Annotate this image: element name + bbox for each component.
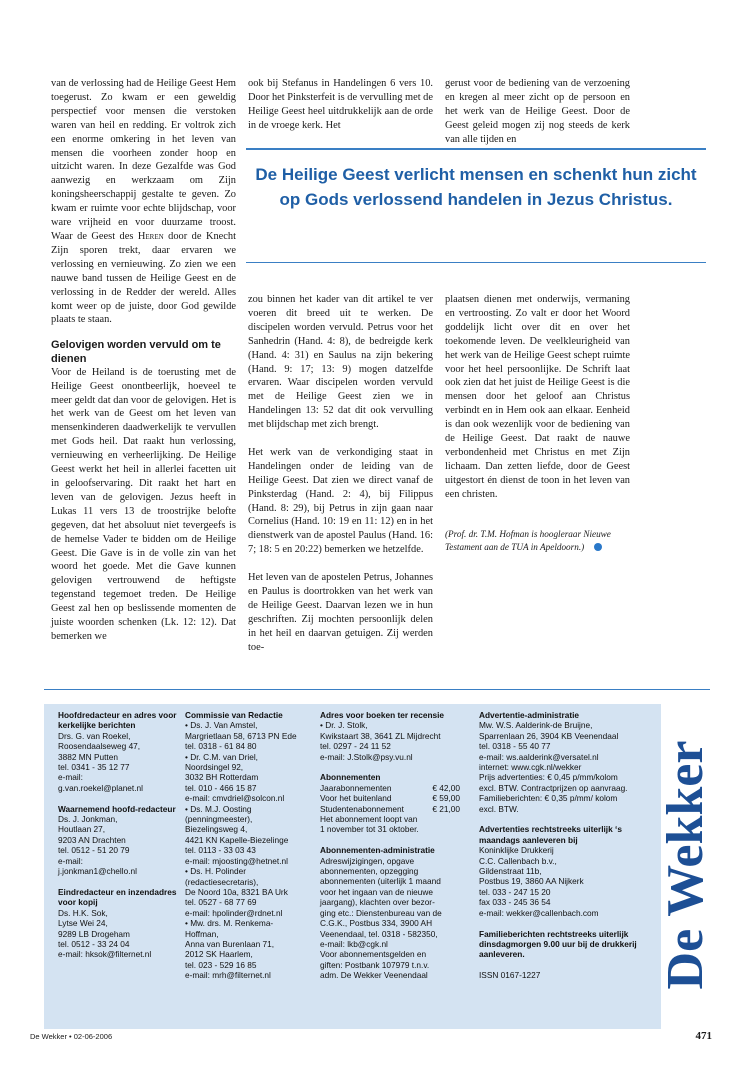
masthead-divider: [44, 689, 710, 690]
colophon-column-advertising: [479, 710, 644, 981]
colophon-line: e-mail:: [58, 855, 83, 866]
colophon-line: e-mail: mjoosting@hetnet.nl: [185, 855, 288, 866]
colophon-heading: Waarnemend hoofd-redacteur: [58, 803, 176, 814]
colophon-line: (penningmeester),: [185, 814, 253, 825]
colophon-line: Houtlaan 27,: [58, 824, 106, 835]
colophon-line: e-mail:: [58, 772, 83, 783]
price-value: € 59,00: [432, 793, 460, 804]
footer-issue-date: De Wekker • 02-06-2006: [30, 1032, 113, 1041]
article-paragraph: Voor de Heiland is de toerusting met de Heilige Geest onontbeerlijk, hoeveel te meer geldt dat dan voor de gelovigen. Het is het werk van de Geest om het leven van mensenkinderen daadwerkelijk te vervullen met Gods heil. Dat raakt hun verlossing, vernieuwing en verheerlijking. De Heilige Geest werkt het heil in allerlei facetten uit in geloofservaring. Dit raakt het hart en leven van de gelovigen. Jezus heeft in Lukas 11 vers 13 de troostrijke belofte gegeven, dat het absoluut niet tevergeefs is de hemelse Vader te bidden om de Heilige Geest. Die Gave is in de volle zin van het woord het goede. Met die Gave kunnen gelovigen vertrouwend de heftigste tegenstand tegemoet treden. De Heilige Geest zal hen op beslissende momenten de juiste woorden schenken (Lk. 12: 12). Dat bemerken we: [51, 366, 236, 642]
article-column-3-top: [445, 77, 630, 147]
colophon-line: tel. 0512 - 51 20 79: [58, 845, 130, 856]
colophon-line: tel. 0341 - 35 12 77: [58, 762, 130, 773]
issn: ISSN 0167-1227: [479, 970, 541, 981]
colophon-line: C.C. Callenbach b.v.,: [479, 855, 557, 866]
article-column-3: [445, 293, 630, 554]
colophon-line: Margrietlaan 58, 6713 PN Ede: [185, 730, 297, 741]
price-label: Studentenabonnement: [320, 803, 404, 814]
colophon-line: tel. 023 - 529 16 85: [185, 959, 257, 970]
article-paragraph: plaatsen dienen met onderwijs, vermaning en vertroosting. Zo valt er door het Woord goddelijk licht over dit en over het toekomende leven. De veelkleurigheid van het werk van de Heilige Geest schept ruimte voor het heel persoonlijke. De Schrift laat ook zien dat het juist de Heilige Geest is die mensen door het geloof aan Christus verbindt en in Hem ook aan elkaar. Eenheid is dan ook wezenlijk voor de bediening van de Heilige Geest. Dat raakt de nauwe verbondenheid met Christus en met Zijn lichaam. Dan zetten liefde, door de Geest uitgestort én dienst de toon in het leven van een christen.: [445, 294, 630, 500]
colophon-line: Sparrenlaan 26, 3904 KB Veenendaal: [479, 730, 619, 741]
colophon-lines: [320, 814, 470, 835]
colophon-line: Kwikstaart 38, 3641 ZL Mijdrecht: [320, 730, 441, 741]
colophon-lines: [320, 720, 470, 762]
colophon-line: Ds. J. Jonkman,: [58, 814, 118, 825]
colophon-line: 2012 SK Haarlem,: [185, 949, 253, 960]
colophon-line: Voor abonnementsgelden en: [320, 949, 427, 960]
price-row: [320, 793, 460, 803]
colophon-line: adm. De Wekker Veenendaal: [320, 970, 428, 981]
small-caps-word: Heren: [137, 230, 164, 242]
colophon-line: abonnementen, opzegging: [320, 866, 419, 877]
colophon-line: C.G.K., Postbus 334, 3900 AH: [320, 918, 433, 929]
colophon-line: Lytse Wei 24,: [58, 918, 108, 929]
colophon-line: 3032 BH Rotterdam: [185, 772, 259, 783]
colophon-line: tel. 010 - 466 15 87: [185, 782, 257, 793]
colophon-line: Drs. G. van Roekel,: [58, 730, 131, 741]
price-row: [320, 804, 460, 814]
colophon-line: • Ds. M.J. Oosting: [185, 803, 252, 814]
colophon-line: jaargang), klachten over bezor-: [320, 897, 435, 908]
colophon-line: ging etc.: Dienstenbureau van de: [320, 907, 442, 918]
colophon-line: 1 november tot 31 oktober.: [320, 824, 419, 835]
colophon-line: e-mail: hksok@filternet.nl: [58, 949, 152, 960]
colophon-line: tel. 0512 - 33 24 04: [58, 938, 130, 949]
colophon-line: tel. 0113 - 33 03 43: [185, 845, 256, 856]
colophon-line: g.van.roekel@planet.nl: [58, 782, 143, 793]
article-paragraph: Het werk van de verkondiging staat in Handelingen onder de leiding van de Heilige Geest. Dat zien we direct vanaf de Pinksterdag (Hand. 2: 4), bij Filippus (Hand. 8: 29), bij Petrus in zijn gaan naar Cornelius (Hand. 10: 19 en 11: 12) en in het dienstwerk van de apostel Paulus (Hand. 16: 7; 18: 5 en 20:22) bemerken we hetzelfde.: [248, 446, 433, 556]
colophon-line: Mw. W.S. Aalderink-de Bruijne,: [479, 720, 593, 731]
colophon-lines: [58, 814, 188, 876]
colophon-lines: [185, 720, 315, 980]
colophon-line: e-mail: lkb@cgk.nl: [320, 938, 388, 949]
colophon-line: • Dr. C.M. van Driel,: [185, 751, 258, 762]
colophon-heading: Advertentie-administratie: [479, 710, 580, 720]
end-mark-icon: [594, 543, 602, 551]
colophon-line: De Noord 10a, 8321 BA Urk: [185, 886, 288, 897]
pull-quote: [246, 148, 706, 263]
colophon-column-editors: [58, 710, 188, 960]
colophon-heading: Adres voor boeken ter recensie: [320, 710, 445, 720]
pull-quote-text: De Heilige Geest verlicht mensen en schenkt hun zicht op Gods verlossend handelen in Jezus Christus.: [255, 165, 697, 209]
colophon-lines: [58, 731, 188, 793]
colophon-lines: [320, 856, 470, 981]
colophon-line: tel. 0297 - 24 11 52: [320, 741, 391, 752]
colophon-line: Hoffman,: [185, 928, 219, 939]
colophon-line: Anna van Burenlaan 71,: [185, 938, 275, 949]
colophon-line: e-mail: wekker@callenbach.com: [479, 907, 599, 918]
colophon-line: Familieberichten: € 0,35 p/mm/ kolom: [479, 793, 618, 804]
colophon-line: e-mail: cmvdriel@solcon.nl: [185, 793, 285, 804]
colophon-line: 4421 KN Kapelle-Biezelinge: [185, 834, 289, 845]
colophon-line: Postbus 19, 3860 AA Nijkerk: [479, 876, 584, 887]
colophon-heading: Commissie van Redactie: [185, 710, 283, 720]
colophon-line: internet: www.cgk.nl/wekker: [479, 762, 582, 773]
colophon-line: Adreswijzigingen, opgave: [320, 855, 415, 866]
article-column-1: [51, 77, 236, 644]
price-list: [320, 783, 470, 814]
colophon-line: Noordsingel 92,: [185, 762, 244, 773]
colophon-line: Het abonnement loopt van: [320, 814, 418, 825]
article-paragraph: ook bij Stefanus in Handelingen 6 vers 10. Door het Pinksterfeit is de vervulling met de Heilige Geest heel uitdrukkelijk aan de orde in de vroege kerk. Het: [248, 78, 433, 131]
colophon-heading: Familieberichten rechtstreeks uiterlijk dinsdagmorgen 9.00 uur bij de drukkerij aanleveren.: [479, 928, 637, 960]
colophon-heading: Advertenties rechtstreeks uiterlijk ‘s maandags aanleveren bij: [479, 824, 622, 845]
price-label: Jaarabonnementen: [320, 782, 392, 793]
colophon-heading: Hoofdredacteur en adres voor kerkelijke berichten: [58, 710, 177, 731]
colophon-column-subscriptions: [320, 710, 470, 981]
colophon-heading: Abonnementen-administratie: [320, 845, 435, 856]
colophon: [44, 704, 661, 1029]
colophon-lines: [58, 908, 188, 960]
colophon-line: 9289 LB Drogeham: [58, 928, 130, 939]
colophon-line: e-mail: ws.aalderink@versatel.nl: [479, 751, 599, 762]
colophon-line: (redactiesecretaris),: [185, 876, 259, 887]
article-paragraph: gerust voor de bediening van de verzoening en kregen al meer zicht op de persoon en het werk van de Heilige Geest. Door de Geest geleid mogen zij nog steeds de kerk van alle tijden en: [445, 78, 630, 145]
colophon-line: • Dr. J. Stolk,: [320, 720, 368, 731]
article-paragraph: van de verlossing had de Heilige Geest Hem toegerust. Zo kwam er een geweldig perspectief voor mensen die verstoken waren van heil en redding. Er voltrok zich een enorme omkering in het leven van mensen die voorheen zonder hoop en uitzicht waren. In deze Gezalfde was God aanwezig en werkzaam om Zijn koningsheerschappij gestalte te geven. Zo kwam er ruimte voor echte blijdschap, voor ware vrijheid en voor duurzame troost. Waar de Geest des Heren door de Knecht Zijn sporen trekt, daar ervaren we verlossing en vernieuwing. Zo zien we een nauwe band tussen de Heilige Geest en de verlossing in de Redder der wereld. Alles komt weer op de juiste, door God gewilde plaats te staan.: [51, 78, 236, 326]
colophon-line: • Mw. drs. M. Renkema-: [185, 918, 274, 929]
colophon-line: Prijs advertenties: € 0,45 p/mm/kolom: [479, 772, 618, 783]
colophon-line: Roosendaalseweg 47,: [58, 741, 141, 752]
colophon-line: • Ds. H. Polinder: [185, 866, 247, 877]
colophon-line: tel. 033 - 247 15 20: [479, 886, 551, 897]
colophon-line: 9203 AN Drachten: [58, 834, 126, 845]
price-value: € 21,00: [432, 803, 460, 814]
colophon-line: giften: Postbank 107979 t.n.v.: [320, 959, 430, 970]
colophon-line: excl. BTW. Contractprijzen op aanvraag.: [479, 782, 628, 793]
colophon-lines: [479, 720, 644, 814]
colophon-line: excl. BTW.: [479, 803, 519, 814]
colophon-heading: Eindredacteur en inzendadres voor kopij: [58, 886, 177, 908]
colophon-line: 3882 MN Putten: [58, 751, 118, 762]
section-heading: Gelovigen worden vervuld om te dienen: [51, 339, 221, 365]
colophon-line: e-mail: J.Stolk@psy.vu.nl: [320, 751, 413, 762]
colophon-line: Ds. H.K. Sok,: [58, 907, 108, 918]
brand-logo: [656, 700, 716, 1030]
colophon-line: abonnementen (uiterlijk 1 maand: [320, 876, 441, 887]
colophon-line: voor het ingaan van de nieuwe: [320, 886, 434, 897]
price-value: € 42,00: [432, 782, 460, 793]
article-column-2-top: [248, 77, 433, 133]
colophon-line: tel. 0318 - 61 84 80: [185, 741, 257, 752]
colophon-line: Veenendaal, tel. 0318 - 582350,: [320, 928, 438, 939]
colophon-line: • Ds. J. Van Amstel,: [185, 720, 258, 731]
colophon-line: tel. 0318 - 55 40 77: [479, 741, 551, 752]
article-column-2: [248, 293, 433, 655]
colophon-line: e-mail: mrh@filternet.nl: [185, 970, 271, 981]
colophon-line: fax 033 - 245 36 54: [479, 897, 551, 908]
article-paragraph: zou binnen het kader van dit artikel te ver voeren dit breed uit te werken. De discipelen worden vervuld. Petrus voor het Sanhedrin (Hand. 4: 8), de bedreigde kerk (Hand. 4: 31) en Saulus na zijn bekering (Hand. 9: 17; 13: 9) mogen datzelfde ervaren. Waar discipelen worden vervuld met de Heilige Geest zien we in Handelingen 13: 52 dat dit ook vervulling met blijdschap met zich brengt.: [248, 294, 433, 431]
colophon-line: tel. 0527 - 68 77 69: [185, 897, 257, 908]
colophon-lines: [479, 845, 644, 918]
page-number: 471: [695, 1030, 712, 1042]
colophon-line: e-mail: hpolinder@rdnet.nl: [185, 907, 283, 918]
price-row: [320, 783, 460, 793]
colophon-line: Gildenstraat 11b,: [479, 866, 542, 877]
colophon-column-committee: [185, 710, 315, 981]
author-note: (Prof. dr. T.M. Hofman is hoogleraar Nieuwe Testament aan de TUA in Apeldoorn.): [445, 528, 611, 552]
brand-title: De Wekker: [657, 740, 714, 990]
colophon-line: Koninklijke Drukkerij: [479, 845, 554, 856]
colophon-line: Biezelingsweg 4,: [185, 824, 248, 835]
colophon-heading: Abonnementen: [320, 772, 381, 783]
price-label: Voor het buitenland: [320, 793, 392, 804]
colophon-line: j.jonkman1@chello.nl: [58, 866, 137, 877]
article-paragraph: Het leven van de apostelen Petrus, Johannes en Paulus is doortrokken van het werk van de Heilige Geest. Daarvan lezen we in hun geschriften. Zij mochten persoonlijk delen in het heil en daarvan getuigen. Zij werden toe-: [248, 572, 433, 653]
